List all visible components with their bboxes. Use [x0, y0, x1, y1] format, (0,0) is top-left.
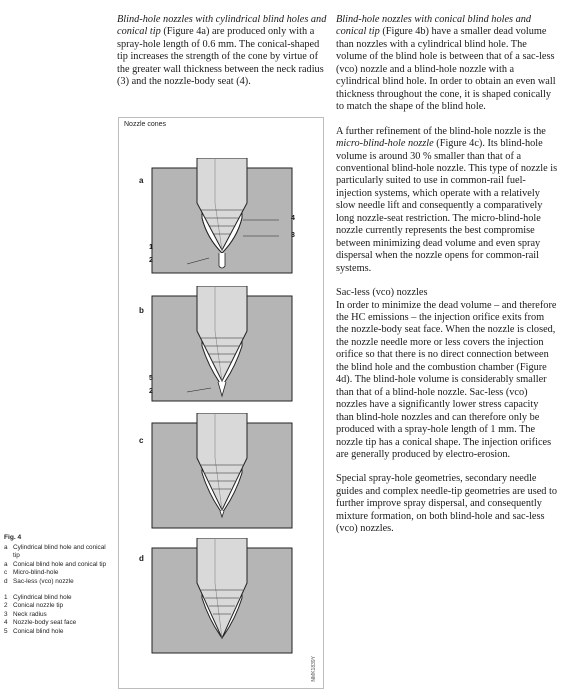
paragraph-spray-hole-geometries: Special spray-hole geometries, secondary needle guides and complex needle-tip geometries are used to further improve spray dispersal, and consequently mixture formation, on both blind-hole and sac-less (vco) nozzles.: [336, 473, 558, 535]
paragraph-conical-blind-hole: [336, 14, 558, 114]
paragraph-micro-blind-hole: [336, 126, 558, 275]
term-cylindrical: Blind-hole nozzles with cylindrical blind holes and conical tip: [117, 14, 327, 38]
legend-text: Conical blind hole: [13, 627, 64, 635]
paragraph-text: (Figure 4a) are produced only with a spray-hole length of 0.6 mm. The conical-shaped tip increases the strength of the cone by virtue of the greater wall thickness between the neck radius (3) and the nozzle-body seat (4).: [117, 26, 324, 88]
figure-title: Nozzle cones: [124, 121, 167, 128]
callout-4: 4: [291, 215, 295, 222]
paragraph-text: (Figure 4b) have a smaller dead volume than nozzles with a cylindrical blind hole. The volume of the blind hole is between that of a sac-less (vco) nozzle and a blind-hole nozzle with a cylindrical blind hole. In order to obtain an even wall thickness throughout the cone, it is shaped conically to match the shape of the blind hole.: [336, 26, 556, 113]
nozzle-diagram-a: [147, 158, 297, 278]
legend-key: c: [4, 569, 8, 577]
figure-code: NMK1839Y: [311, 656, 317, 682]
panel-letter-d: d: [139, 554, 144, 563]
panel-letter-b: b: [139, 306, 144, 315]
callout-2: 2: [149, 388, 153, 395]
legend-text: Conical nozzle tip: [13, 602, 64, 610]
legend-text: Nozzle-body seat face: [13, 619, 77, 627]
text-column-left: [117, 14, 329, 89]
legend-item: [4, 628, 114, 637]
legend-key: 5: [4, 627, 8, 635]
term-conical: Blind-hole nozzles with conical blind holes and conical tip: [336, 14, 532, 38]
figure-nozzle-cones: [118, 117, 324, 689]
paragraph-sac-less: In order to minimize the dead volume – and therefore the HC emissions – the injection orifice exits from the nozzle-body seat face. When the nozzle is closed, the nozzle needle more or less covers the injection orifice so that there is no direct connection between the blind hole and the combustion chamber (Figure 4d). The blind-hole volume is considerably smaller than that of a blind-hole nozzle. Sac-less (vco) nozzles have a significantly lower stress capacity than blind-hole nozzles and can therefore only be produced with a spray-hole length of 1 mm. The nozzle tip has a conical shape. The injection orifices are generally produced by electro-erosion.: [336, 299, 557, 460]
nozzle-diagram-d: [147, 538, 297, 658]
legend-text: Sac-less (vco) nozzle: [13, 577, 74, 585]
legend-item: [4, 602, 114, 611]
legend-text: Cylindrical blind hole and conical tip: [13, 543, 106, 560]
panel-letter-c: c: [139, 436, 144, 445]
callout-5: 5: [149, 375, 153, 382]
text-column-right: [336, 14, 558, 536]
callout-2: 2: [149, 257, 153, 264]
figure-legend: [4, 534, 114, 637]
callout-1: 1: [149, 244, 153, 251]
legend-key: 3: [4, 610, 8, 618]
legend-key: a: [4, 543, 8, 551]
legend-key: 1: [4, 593, 8, 601]
legend-key: 4: [4, 619, 8, 627]
nozzle-diagram-b: [147, 286, 297, 406]
legend-item: [4, 561, 114, 570]
legend-item: [4, 619, 114, 628]
legend-text: Conical blind hole and conical tip: [13, 560, 107, 568]
paragraph-text: (Figure 4c). Its blind-hole volume is around 30 % smaller than that of a conventional blind-hole nozzle. This type of nozzle is particularly suited to use in common-rail fuel-injection systems, which operate with a relatively slow needle lift and consequently a comparatively long nozzle-seat restriction. The micro-blind-hole nozzle currently represents the best compromise between minimizing dead volume and even spray dispersal when the nozzle opens for common-rail systems.: [336, 138, 558, 274]
callout-3: 3: [291, 232, 295, 239]
legend-item: [4, 594, 114, 603]
legend-key: 2: [4, 602, 8, 610]
legend-text: Neck radius: [13, 610, 47, 618]
legend-item: [4, 578, 114, 587]
legend-key: a: [4, 560, 8, 568]
legend-text: Cylindrical blind hole: [13, 593, 72, 601]
legend-item: [4, 611, 114, 620]
subheading-sac-less: Sac-less (vco) nozzles: [336, 287, 428, 299]
nozzle-diagram-c: [147, 413, 297, 533]
legend-text: Micro-blind-hole: [13, 569, 59, 577]
legend-item: [4, 544, 114, 561]
legend-item: [4, 569, 114, 578]
panel-letter-a: a: [139, 176, 144, 185]
paragraph-text: A further refinement of the blind-hole nozzle is the: [336, 125, 546, 137]
legend-key: d: [4, 577, 8, 585]
legend-title: Fig. 4: [4, 534, 22, 541]
paragraph-cylindrical-blind-hole: [117, 14, 329, 89]
term-micro-blind-hole: micro-blind-hole nozzle: [336, 138, 434, 150]
